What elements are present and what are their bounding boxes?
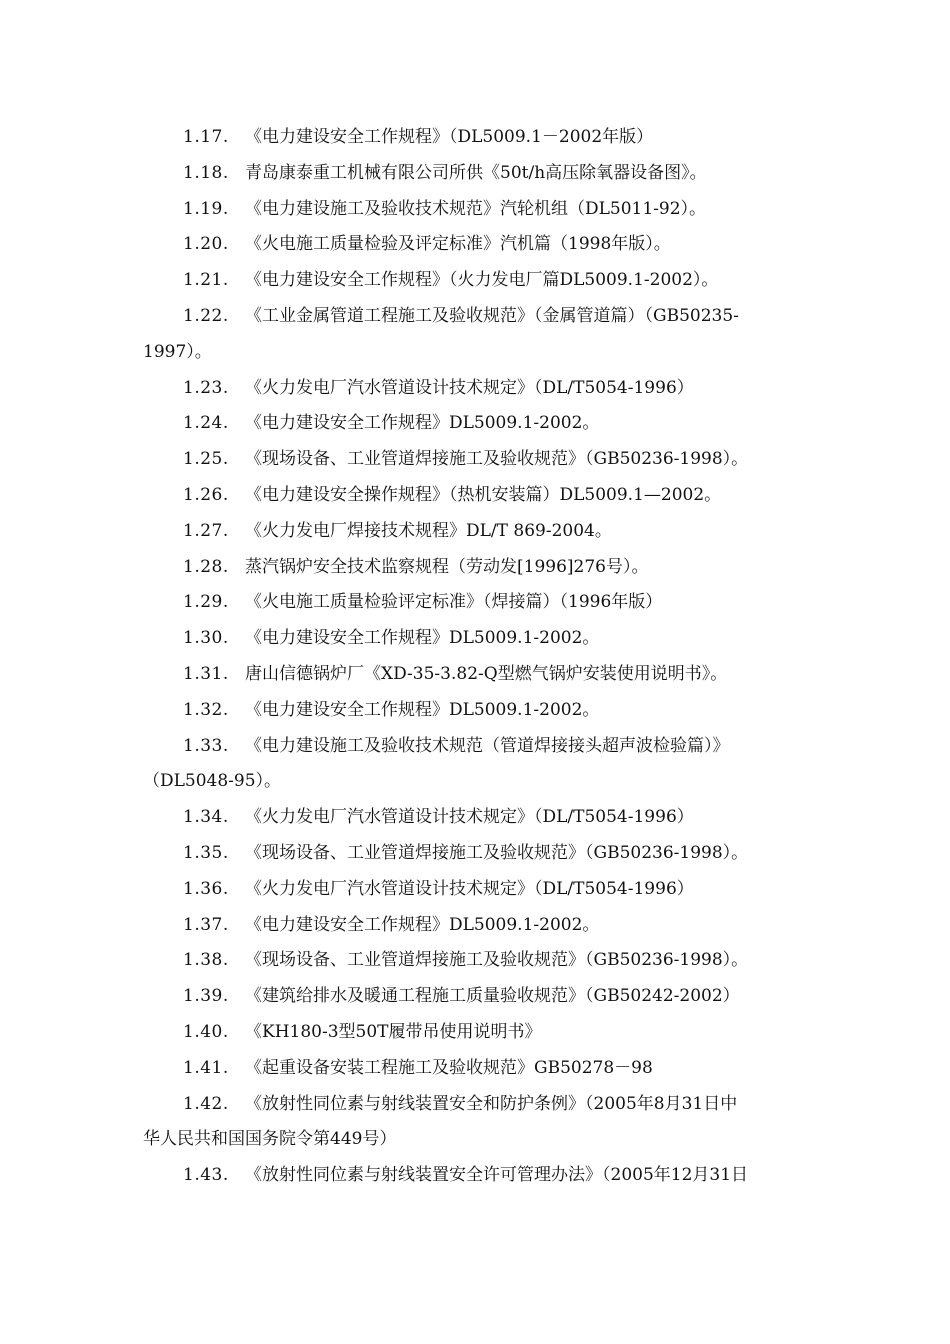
list-item <box>143 621 828 657</box>
item-text: 《放射性同位素与射线装置安全许可管理办法》（2005年12月31日 <box>245 1165 749 1186</box>
item-text-continuation: 华人民共和国国务院令第449号） <box>143 1129 397 1150</box>
item-number: 1.19. <box>183 198 229 219</box>
list-item <box>143 693 828 729</box>
list-item <box>143 585 828 621</box>
list-item <box>143 800 828 836</box>
list-item <box>143 550 828 586</box>
item-text: 《电力建设安全操作规程》（热机安装篇）DL5009.1—2002。 <box>245 484 722 505</box>
item-number: 1.37. <box>183 914 229 935</box>
item-text: 《电力建设安全工作规程》DL5009.1-2002。 <box>245 413 600 434</box>
item-text: 《火电施工质量检验评定标准》（焊接篇）（1996年版） <box>245 592 663 613</box>
item-number: 1.35. <box>183 842 229 863</box>
item-text: 《建筑给排水及暖通工程施工质量验收规范》（GB50242-2002） <box>245 986 740 1007</box>
item-number: 1.22. <box>183 305 229 326</box>
list-item <box>143 1158 828 1194</box>
item-number: 1.20. <box>183 234 229 255</box>
list-item <box>143 943 828 979</box>
item-text: 《火力发电厂焊接技术规程》DL/T 869-2004。 <box>245 520 612 541</box>
list-item <box>143 156 828 192</box>
item-number: 1.29. <box>183 592 229 613</box>
list-item <box>143 406 828 442</box>
item-text: 《火电施工质量检验及评定标准》汽机篇（1998年版）。 <box>245 234 671 255</box>
item-text-continuation: 1997）。 <box>143 341 212 362</box>
item-text: 《现场设备、工业管道焊接施工及验收规范》（GB50236-1998）。 <box>245 842 749 863</box>
item-number: 1.41. <box>183 1057 229 1078</box>
item-number: 1.43. <box>183 1165 229 1186</box>
item-number: 1.17. <box>183 127 229 147</box>
list-item <box>143 729 828 801</box>
item-text-continuation: （DL5048-95）。 <box>143 771 282 792</box>
item-text: 《电力建设安全工作规程》（火力发电厂篇DL5009.1-2002）。 <box>245 270 719 291</box>
item-number: 1.39. <box>183 986 229 1007</box>
list-item <box>143 908 828 944</box>
item-number: 1.42. <box>183 1093 229 1114</box>
list-item <box>143 872 828 908</box>
list-item <box>143 1051 828 1087</box>
item-number: 1.38. <box>183 950 229 971</box>
list-item <box>143 299 828 371</box>
list-item <box>143 1087 828 1159</box>
list-item <box>143 836 828 872</box>
item-text: 《KH180-3型50T履带吊使用说明书》 <box>245 1021 542 1042</box>
item-number: 1.25. <box>183 449 229 470</box>
item-number: 1.32. <box>183 699 229 720</box>
item-text: 《火力发电厂汽水管道设计技术规定》（DL/T5054-1996） <box>245 377 694 398</box>
item-text: 《电力建设安全工作规程》DL5009.1-2002。 <box>245 628 600 649</box>
item-number: 1.30. <box>183 628 229 649</box>
item-text: 《电力建设安全工作规程》（DL5009.1－2002年版） <box>245 127 654 147</box>
item-text: 《电力建设安全工作规程》DL5009.1-2002。 <box>245 914 600 935</box>
list-item <box>143 478 828 514</box>
list-item <box>143 192 828 228</box>
item-text: 唐山信德锅炉厂《XD-35-3.82-Q型燃气锅炉安装使用说明书》。 <box>245 663 728 684</box>
list-item <box>143 263 828 299</box>
list-item <box>143 227 828 263</box>
list-item <box>143 979 828 1015</box>
list-item <box>143 1015 828 1051</box>
list-item <box>143 657 828 693</box>
list-item <box>143 120 828 156</box>
item-number: 1.40. <box>183 1021 229 1042</box>
item-number: 1.36. <box>183 878 229 899</box>
item-number: 1.31. <box>183 663 229 684</box>
item-number: 1.23. <box>183 377 229 398</box>
item-text: 《现场设备、工业管道焊接施工及验收规范》（GB50236-1998）。 <box>245 449 749 470</box>
item-text: 《火力发电厂汽水管道设计技术规定》（DL/T5054-1996） <box>245 878 694 899</box>
list-item <box>143 514 828 550</box>
item-text: 《放射性同位素与射线装置安全和防护条例》（2005年8月31日中 <box>245 1093 738 1114</box>
item-number: 1.26. <box>183 484 229 505</box>
item-text: 《工业金属管道工程施工及验收规范》（金属管道篇）（GB50235- <box>245 305 739 326</box>
item-text: 《起重设备安装工程施工及验收规范》GB50278－98 <box>245 1057 653 1078</box>
item-text: 《电力建设安全工作规程》DL5009.1-2002。 <box>245 699 600 720</box>
item-text: 《火力发电厂汽水管道设计技术规定》（DL/T5054-1996） <box>245 807 694 828</box>
item-number: 1.18. <box>183 162 229 183</box>
item-text: 蒸汽锅炉安全技术监察规程（劳动发[1996]276号）。 <box>245 556 649 577</box>
list-item <box>143 371 828 407</box>
item-number: 1.21. <box>183 270 229 291</box>
item-text: 《现场设备、工业管道焊接施工及验收规范》（GB50236-1998）。 <box>245 950 749 971</box>
item-number: 1.34. <box>183 807 229 828</box>
item-text: 《电力建设施工及验收技术规范（管道焊接接头超声波检验篇）》 <box>245 735 730 756</box>
item-text: 青岛康泰重工机械有限公司所供《50t/h高压除氧器设备图》。 <box>245 162 707 183</box>
reference-list <box>143 120 828 1194</box>
item-number: 1.33. <box>183 735 229 756</box>
item-text: 《电力建设施工及验收技术规范》汽轮机组（DL5011-92）。 <box>245 198 707 219</box>
item-number: 1.28. <box>183 556 229 577</box>
item-number: 1.27. <box>183 520 229 541</box>
list-item <box>143 442 828 478</box>
item-number: 1.24. <box>183 413 229 434</box>
